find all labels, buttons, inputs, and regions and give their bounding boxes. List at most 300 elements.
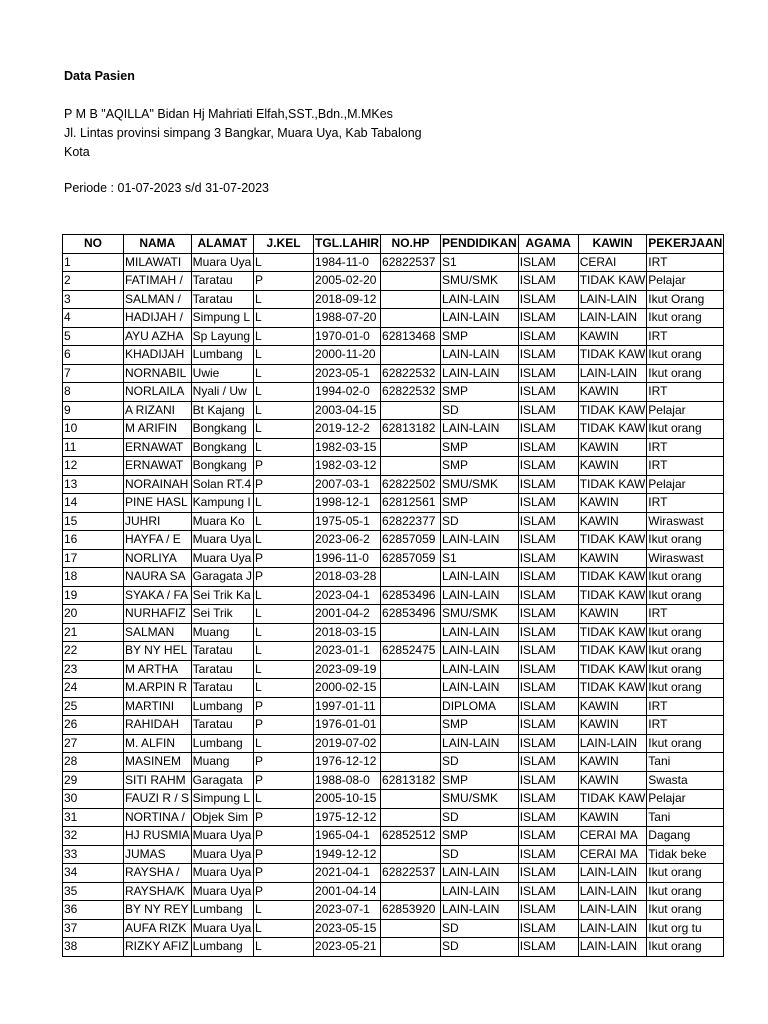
table-header-row <box>63 235 724 254</box>
cell-agama: ISLAM <box>518 716 578 735</box>
cell-agama: ISLAM <box>518 901 578 920</box>
cell-nama: HADIJAH / <box>124 309 192 328</box>
cell-pendidikan: SMP <box>441 327 519 346</box>
table-row <box>63 364 724 383</box>
cell-pekerjaan: Pelajar <box>647 272 724 291</box>
cell-jkel: L <box>254 586 314 605</box>
cell-alamat: Taratau <box>191 660 253 679</box>
cell-pekerjaan: Ikut orang <box>647 531 724 550</box>
cell-no: 14 <box>63 494 124 513</box>
cell-kawin: KAWIN <box>578 697 647 716</box>
cell-kawin: LAIN-LAIN <box>578 882 647 901</box>
cell-agama: ISLAM <box>518 438 578 457</box>
table-row <box>63 401 724 420</box>
column-header-no-hp: NO.HP <box>381 235 441 254</box>
clinic-address-line-2: Kota <box>64 145 90 159</box>
cell-alamat: Muara Uya <box>191 845 253 864</box>
cell-alamat: Taratau <box>191 679 253 698</box>
cell-pendidikan: SD <box>441 938 519 957</box>
cell-pendidikan: SD <box>441 401 519 420</box>
column-header-pekerjaan: PEKERJAAN <box>647 235 724 254</box>
cell-jkel: P <box>254 753 314 772</box>
cell-no-hp <box>381 660 441 679</box>
cell-jkel: L <box>254 531 314 550</box>
cell-no: 28 <box>63 753 124 772</box>
cell-nama: JUMAS <box>124 845 192 864</box>
cell-agama: ISLAM <box>518 568 578 587</box>
cell-tgl-lahir: 2007-03-1 <box>314 475 381 494</box>
cell-no: 13 <box>63 475 124 494</box>
cell-pendidikan: LAIN-LAIN <box>441 623 519 642</box>
cell-agama: ISLAM <box>518 290 578 309</box>
cell-pendidikan: LAIN-LAIN <box>441 642 519 661</box>
cell-no: 12 <box>63 457 124 476</box>
cell-nama: NORTINA / <box>124 808 192 827</box>
table-row <box>63 309 724 328</box>
cell-jkel: P <box>254 549 314 568</box>
cell-kawin: LAIN-LAIN <box>578 290 647 309</box>
cell-tgl-lahir: 2018-03-15 <box>314 623 381 642</box>
cell-alamat: Sei Trik <box>191 605 253 624</box>
report-period: Periode : 01-07-2023 s/d 31-07-2023 <box>64 181 270 195</box>
cell-tgl-lahir: 1975-05-1 <box>314 512 381 531</box>
cell-no: 34 <box>63 864 124 883</box>
cell-nama: M ARTHA <box>124 660 192 679</box>
cell-jkel: L <box>254 290 314 309</box>
cell-kawin: KAWIN <box>578 494 647 513</box>
cell-kawin: TIDAK KAW <box>578 346 647 365</box>
cell-kawin: KAWIN <box>578 753 647 772</box>
cell-no: 2 <box>63 272 124 291</box>
cell-no: 6 <box>63 346 124 365</box>
cell-agama: ISLAM <box>518 512 578 531</box>
cell-kawin: LAIN-LAIN <box>578 364 647 383</box>
cell-tgl-lahir: 2005-10-15 <box>314 790 381 809</box>
cell-jkel: L <box>254 605 314 624</box>
cell-no-hp <box>381 401 441 420</box>
cell-alamat: Muara Uya <box>191 531 253 550</box>
cell-no: 32 <box>63 827 124 846</box>
cell-agama: ISLAM <box>518 938 578 957</box>
cell-nama: JUHRI <box>124 512 192 531</box>
cell-no-hp <box>381 808 441 827</box>
cell-pendidikan: LAIN-LAIN <box>441 660 519 679</box>
cell-kawin: CERAI MA <box>578 827 647 846</box>
table-row <box>63 272 724 291</box>
cell-tgl-lahir: 2000-02-15 <box>314 679 381 698</box>
cell-pekerjaan: Ikut orang <box>647 864 724 883</box>
table-row <box>63 679 724 698</box>
cell-pendidikan: LAIN-LAIN <box>441 531 519 550</box>
cell-no: 29 <box>63 771 124 790</box>
cell-pendidikan: S1 <box>441 549 519 568</box>
cell-jkel: P <box>254 568 314 587</box>
table-row <box>63 642 724 661</box>
cell-pendidikan: SMU/SMK <box>441 605 519 624</box>
cell-tgl-lahir: 2021-04-1 <box>314 864 381 883</box>
cell-kawin: TIDAK KAW <box>578 642 647 661</box>
cell-alamat: Muang <box>191 753 253 772</box>
cell-alamat: Garagata <box>191 771 253 790</box>
cell-nama: MASINEM <box>124 753 192 772</box>
cell-kawin: LAIN-LAIN <box>578 864 647 883</box>
cell-agama: ISLAM <box>518 272 578 291</box>
cell-tgl-lahir: 2005-02-20 <box>314 272 381 291</box>
cell-tgl-lahir: 1996-11-0 <box>314 549 381 568</box>
cell-no: 37 <box>63 919 124 938</box>
column-header-tgl-lahir: TGL.LAHIR <box>314 235 381 254</box>
cell-kawin: LAIN-LAIN <box>578 901 647 920</box>
cell-no: 22 <box>63 642 124 661</box>
column-header-pendidikan: PENDIDIKAN <box>441 235 519 254</box>
cell-kawin: KAWIN <box>578 771 647 790</box>
cell-no-hp: 62852475 <box>381 642 441 661</box>
cell-kawin: TIDAK KAW <box>578 586 647 605</box>
cell-jkel: P <box>254 808 314 827</box>
cell-tgl-lahir: 2001-04-2 <box>314 605 381 624</box>
cell-pekerjaan: Ikut orang <box>647 568 724 587</box>
cell-pendidikan: SD <box>441 512 519 531</box>
cell-alamat: Muara Uya <box>191 549 253 568</box>
cell-pendidikan: SD <box>441 753 519 772</box>
cell-nama: RAYSHA / <box>124 864 192 883</box>
cell-tgl-lahir: 2023-05-1 <box>314 364 381 383</box>
table-row <box>63 586 724 605</box>
cell-no-hp: 62853496 <box>381 586 441 605</box>
cell-pekerjaan: IRT <box>647 605 724 624</box>
cell-kawin: TIDAK KAW <box>578 679 647 698</box>
cell-tgl-lahir: 1965-04-1 <box>314 827 381 846</box>
cell-pekerjaan: Wiraswast <box>647 512 724 531</box>
cell-tgl-lahir: 2023-05-21 <box>314 938 381 957</box>
cell-jkel: L <box>254 919 314 938</box>
cell-jkel: L <box>254 364 314 383</box>
cell-no-hp <box>381 290 441 309</box>
cell-nama: NORAINAH <box>124 475 192 494</box>
cell-nama: SITI RAHM <box>124 771 192 790</box>
cell-no-hp: 62822532 <box>381 383 441 402</box>
cell-no: 26 <box>63 716 124 735</box>
page-title: Data Pasien <box>64 69 135 83</box>
cell-jkel: P <box>254 771 314 790</box>
cell-kawin: KAWIN <box>578 716 647 735</box>
cell-jkel: L <box>254 679 314 698</box>
table-row <box>63 623 724 642</box>
cell-no: 17 <box>63 549 124 568</box>
cell-no-hp: 62822537 <box>381 253 441 272</box>
cell-pendidikan: LAIN-LAIN <box>441 364 519 383</box>
cell-no: 16 <box>63 531 124 550</box>
cell-pekerjaan: IRT <box>647 494 724 513</box>
cell-pekerjaan: IRT <box>647 438 724 457</box>
cell-no-hp: 62813468 <box>381 327 441 346</box>
table-row <box>63 420 724 439</box>
cell-nama: M.ARPIN R <box>124 679 192 698</box>
cell-tgl-lahir: 1988-08-0 <box>314 771 381 790</box>
clinic-address-line-1: Jl. Lintas provinsi simpang 3 Bangkar, Muara Uya, Kab Tabalong <box>64 126 422 140</box>
table-row <box>63 605 724 624</box>
cell-kawin: LAIN-LAIN <box>578 938 647 957</box>
cell-no-hp <box>381 623 441 642</box>
table-row <box>63 660 724 679</box>
cell-no: 25 <box>63 697 124 716</box>
cell-agama: ISLAM <box>518 623 578 642</box>
cell-pekerjaan: Pelajar <box>647 401 724 420</box>
cell-pekerjaan: IRT <box>647 716 724 735</box>
cell-kawin: TIDAK KAW <box>578 531 647 550</box>
table-row <box>63 882 724 901</box>
cell-jkel: L <box>254 383 314 402</box>
cell-alamat: Simpung L <box>191 790 253 809</box>
table-row <box>63 494 724 513</box>
cell-pendidikan: LAIN-LAIN <box>441 586 519 605</box>
cell-nama: KHADIJAH <box>124 346 192 365</box>
cell-pendidikan: SMU/SMK <box>441 790 519 809</box>
cell-tgl-lahir: 2023-06-2 <box>314 531 381 550</box>
cell-jkel: P <box>254 697 314 716</box>
cell-no: 9 <box>63 401 124 420</box>
cell-nama: NAURA SA <box>124 568 192 587</box>
cell-nama: RAHIDAH <box>124 716 192 735</box>
cell-alamat: Bongkang <box>191 457 253 476</box>
cell-jkel: L <box>254 623 314 642</box>
table-row <box>63 438 724 457</box>
cell-agama: ISLAM <box>518 346 578 365</box>
cell-kawin: KAWIN <box>578 512 647 531</box>
cell-pekerjaan: IRT <box>647 383 724 402</box>
cell-pendidikan: LAIN-LAIN <box>441 734 519 753</box>
cell-agama: ISLAM <box>518 475 578 494</box>
column-header-no: NO <box>63 235 124 254</box>
cell-agama: ISLAM <box>518 660 578 679</box>
cell-kawin: KAWIN <box>578 457 647 476</box>
cell-no-hp <box>381 568 441 587</box>
cell-alamat: Sei Trik Ka <box>191 586 253 605</box>
cell-kawin: CERAI <box>578 253 647 272</box>
cell-tgl-lahir: 2018-09-12 <box>314 290 381 309</box>
cell-pekerjaan: Tidak beke <box>647 845 724 864</box>
cell-agama: ISLAM <box>518 494 578 513</box>
cell-pendidikan: SMP <box>441 771 519 790</box>
cell-no: 8 <box>63 383 124 402</box>
cell-jkel: L <box>254 494 314 513</box>
cell-no: 38 <box>63 938 124 957</box>
table-row <box>63 864 724 883</box>
cell-pekerjaan: Ikut Orang <box>647 290 724 309</box>
cell-no-hp <box>381 938 441 957</box>
cell-agama: ISLAM <box>518 309 578 328</box>
cell-no: 19 <box>63 586 124 605</box>
cell-jkel: L <box>254 642 314 661</box>
cell-pendidikan: LAIN-LAIN <box>441 864 519 883</box>
cell-alamat: Bongkang <box>191 420 253 439</box>
cell-no-hp <box>381 919 441 938</box>
cell-nama: MILAWATI <box>124 253 192 272</box>
cell-tgl-lahir: 1984-11-0 <box>314 253 381 272</box>
cell-kawin: KAWIN <box>578 549 647 568</box>
cell-no-hp <box>381 882 441 901</box>
cell-kawin: TIDAK KAW <box>578 623 647 642</box>
cell-agama: ISLAM <box>518 401 578 420</box>
cell-alamat: Lumbang <box>191 734 253 753</box>
cell-tgl-lahir: 1994-02-0 <box>314 383 381 402</box>
table-row <box>63 531 724 550</box>
table-row <box>63 919 724 938</box>
cell-pendidikan: SD <box>441 845 519 864</box>
cell-no-hp: 62852512 <box>381 827 441 846</box>
cell-pendidikan: LAIN-LAIN <box>441 882 519 901</box>
cell-jkel: L <box>254 309 314 328</box>
cell-pekerjaan: Ikut orang <box>647 420 724 439</box>
cell-nama: FAUZI R / S <box>124 790 192 809</box>
cell-alamat: Lumbang <box>191 938 253 957</box>
cell-no: 7 <box>63 364 124 383</box>
cell-alamat: Taratau <box>191 272 253 291</box>
cell-alamat: Taratau <box>191 716 253 735</box>
cell-no-hp: 62822532 <box>381 364 441 383</box>
cell-pendidikan: S1 <box>441 253 519 272</box>
cell-tgl-lahir: 2019-07-02 <box>314 734 381 753</box>
cell-no-hp: 62857059 <box>381 549 441 568</box>
cell-kawin: LAIN-LAIN <box>578 309 647 328</box>
cell-tgl-lahir: 2023-01-1 <box>314 642 381 661</box>
table-row <box>63 808 724 827</box>
cell-agama: ISLAM <box>518 790 578 809</box>
cell-pendidikan: LAIN-LAIN <box>441 679 519 698</box>
cell-jkel: L <box>254 790 314 809</box>
column-header-alamat: ALAMAT <box>191 235 253 254</box>
cell-pendidikan: SMP <box>441 494 519 513</box>
cell-no: 5 <box>63 327 124 346</box>
cell-nama: AYU AZHA <box>124 327 192 346</box>
patient-table <box>62 234 724 957</box>
cell-pekerjaan: Ikut org tu <box>647 919 724 938</box>
cell-tgl-lahir: 2023-04-1 <box>314 586 381 605</box>
cell-no-hp <box>381 845 441 864</box>
cell-jkel: P <box>254 272 314 291</box>
cell-agama: ISLAM <box>518 679 578 698</box>
cell-alamat: Muang <box>191 623 253 642</box>
cell-tgl-lahir: 1976-12-12 <box>314 753 381 772</box>
cell-tgl-lahir: 1976-01-01 <box>314 716 381 735</box>
cell-no: 27 <box>63 734 124 753</box>
table-row <box>63 790 724 809</box>
table-row <box>63 568 724 587</box>
cell-no-hp: 62822377 <box>381 512 441 531</box>
cell-agama: ISLAM <box>518 549 578 568</box>
cell-kawin: KAWIN <box>578 808 647 827</box>
cell-no-hp <box>381 309 441 328</box>
cell-kawin: KAWIN <box>578 383 647 402</box>
cell-no-hp: 62822537 <box>381 864 441 883</box>
cell-nama: NORLAILA <box>124 383 192 402</box>
table-row <box>63 327 724 346</box>
cell-jkel: L <box>254 901 314 920</box>
cell-pendidikan: SD <box>441 919 519 938</box>
cell-nama: BY NY REY <box>124 901 192 920</box>
cell-nama: HJ RUSMIA <box>124 827 192 846</box>
cell-no: 15 <box>63 512 124 531</box>
cell-no-hp <box>381 790 441 809</box>
cell-nama: RIZKY AFIZ <box>124 938 192 957</box>
cell-pendidikan: SMP <box>441 716 519 735</box>
table-row <box>63 771 724 790</box>
cell-jkel: L <box>254 512 314 531</box>
cell-jkel: P <box>254 827 314 846</box>
cell-kawin: TIDAK KAW <box>578 272 647 291</box>
cell-kawin: KAWIN <box>578 438 647 457</box>
cell-pendidikan: SMP <box>441 383 519 402</box>
cell-pendidikan: SD <box>441 808 519 827</box>
cell-pekerjaan: Ikut orang <box>647 679 724 698</box>
cell-alamat: Nyali / Uw <box>191 383 253 402</box>
cell-alamat: Solan RT.4 <box>191 475 253 494</box>
cell-alamat: Sp Layung <box>191 327 253 346</box>
cell-agama: ISLAM <box>518 253 578 272</box>
cell-agama: ISLAM <box>518 882 578 901</box>
cell-pekerjaan: IRT <box>647 697 724 716</box>
cell-jkel: P <box>254 864 314 883</box>
cell-tgl-lahir: 2023-07-1 <box>314 901 381 920</box>
cell-alamat: Lumbang <box>191 697 253 716</box>
table-row <box>63 753 724 772</box>
cell-tgl-lahir: 2018-03-28 <box>314 568 381 587</box>
cell-tgl-lahir: 2003-04-15 <box>314 401 381 420</box>
cell-tgl-lahir: 1949-12-12 <box>314 845 381 864</box>
table-row <box>63 549 724 568</box>
cell-agama: ISLAM <box>518 864 578 883</box>
table-row <box>63 938 724 957</box>
cell-tgl-lahir: 1997-01-11 <box>314 697 381 716</box>
cell-jkel: P <box>254 882 314 901</box>
cell-no-hp <box>381 734 441 753</box>
clinic-name: P M B "AQILLA" Bidan Hj Mahriati Elfah,SST.,Bdn.,M.MKes <box>64 107 393 121</box>
cell-no: 30 <box>63 790 124 809</box>
cell-nama: AUFA RIZK <box>124 919 192 938</box>
cell-agama: ISLAM <box>518 753 578 772</box>
cell-agama: ISLAM <box>518 808 578 827</box>
cell-pendidikan: LAIN-LAIN <box>441 346 519 365</box>
cell-alamat: Muara Ko <box>191 512 253 531</box>
cell-pendidikan: LAIN-LAIN <box>441 309 519 328</box>
cell-pekerjaan: Ikut orang <box>647 901 724 920</box>
cell-kawin: LAIN-LAIN <box>578 919 647 938</box>
cell-pekerjaan: Ikut orang <box>647 309 724 328</box>
cell-no-hp: 62822502 <box>381 475 441 494</box>
cell-kawin: TIDAK KAW <box>578 420 647 439</box>
cell-agama: ISLAM <box>518 383 578 402</box>
cell-jkel: L <box>254 660 314 679</box>
cell-pekerjaan: IRT <box>647 327 724 346</box>
cell-nama: A RIZANI <box>124 401 192 420</box>
cell-pekerjaan: Ikut orang <box>647 882 724 901</box>
table-row <box>63 901 724 920</box>
cell-jkel: P <box>254 845 314 864</box>
cell-nama: FATIMAH / <box>124 272 192 291</box>
cell-pekerjaan: Ikut orang <box>647 734 724 753</box>
cell-no-hp: 62853496 <box>381 605 441 624</box>
cell-agama: ISLAM <box>518 845 578 864</box>
cell-nama: NURHAFIZ <box>124 605 192 624</box>
cell-pendidikan: SMU/SMK <box>441 475 519 494</box>
cell-pekerjaan: Ikut orang <box>647 660 724 679</box>
cell-pekerjaan: Tani <box>647 753 724 772</box>
cell-tgl-lahir: 1982-03-15 <box>314 438 381 457</box>
cell-agama: ISLAM <box>518 457 578 476</box>
cell-no-hp: 62853920 <box>381 901 441 920</box>
table-row <box>63 346 724 365</box>
cell-agama: ISLAM <box>518 420 578 439</box>
